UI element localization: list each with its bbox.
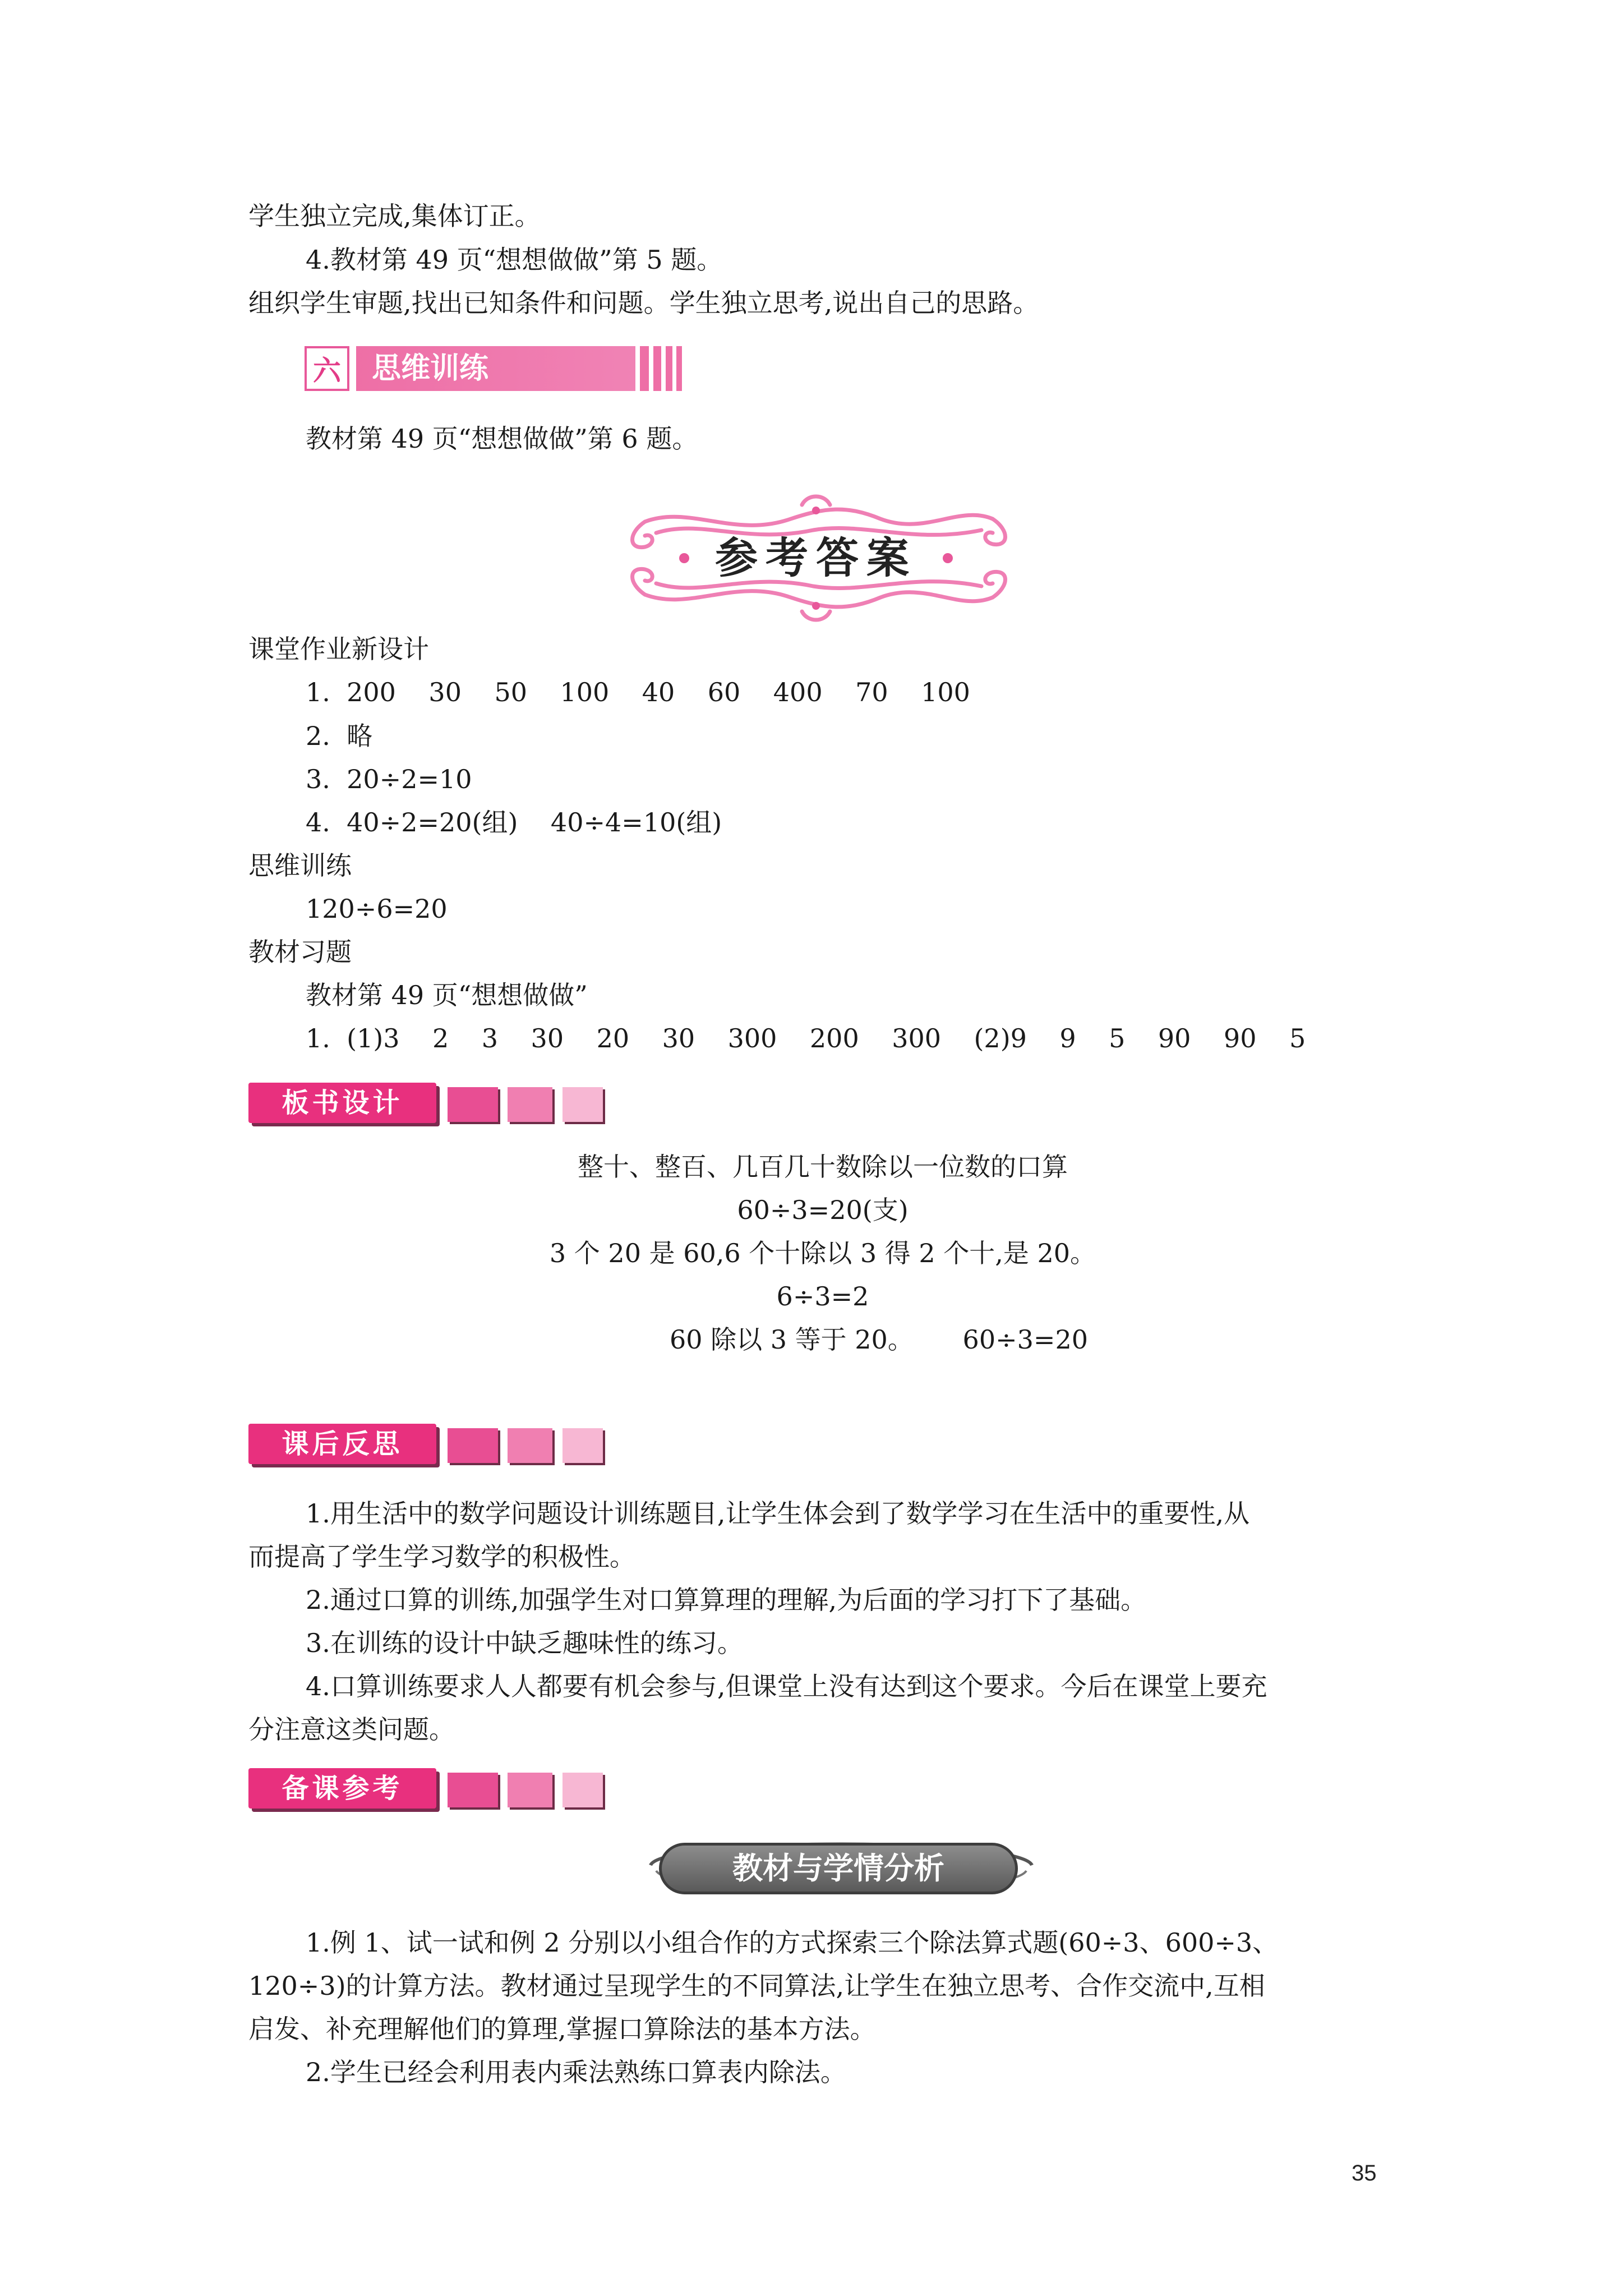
decor-stripe <box>666 346 672 391</box>
decor-square <box>508 1087 552 1122</box>
section-title: 思维训练 <box>356 346 635 391</box>
board-line: 60 除以 3 等于 20。 60÷3=20 <box>670 1324 1088 1355</box>
decor-stripe <box>653 346 661 391</box>
subsection-title: 课堂作业新设计 <box>248 634 429 664</box>
board-line: 3 个 20 是 60,6 个十除以 3 得 2 个十,是 20。 <box>549 1238 1096 1268</box>
board-design-label: 板书设计 <box>248 1083 436 1123</box>
answer-line: 4. 40÷2=20(组) 40÷4=10(组) <box>306 807 722 838</box>
decor-square <box>562 1428 603 1463</box>
text-line: 4.口算训练要求人人都要有机会参与,但课堂上没有达到这个要求。今后在课堂上要充 <box>306 1671 1267 1701</box>
answer-line: 120÷6=20 <box>306 894 448 924</box>
section-banner-thinking <box>305 346 683 392</box>
text-line: 教材第 49 页“想想做做”第 6 题。 <box>306 424 698 454</box>
page-number: 35 <box>1352 2161 1377 2185</box>
text-line: 1.用生活中的数学问题设计训练题目,让学生体会到了数学学习在生活中的重要性,从 <box>306 1498 1250 1529</box>
decor-square <box>562 1087 603 1122</box>
decor-square <box>508 1428 552 1463</box>
text-line: 分注意这类问题。 <box>248 1714 455 1745</box>
analysis-banner-title: 教材与学情分析 <box>659 1843 1018 1894</box>
answers-ornament <box>623 488 1009 628</box>
text-line: 4.教材第 49 页“想想做做”第 5 题。 <box>306 245 723 275</box>
prep-label: 备课参考 <box>248 1768 436 1809</box>
text-line: 而提高了学生学习数学的积极性。 <box>248 1542 635 1572</box>
answer-line: 3. 20÷2=10 <box>306 764 472 794</box>
decor-stripe <box>676 346 682 391</box>
decor-square <box>448 1087 498 1122</box>
decor-square <box>562 1773 603 1807</box>
subsection-title: 教材习题 <box>248 937 352 967</box>
board-line: 整十、整百、几百几十数除以一位数的口算 <box>578 1152 1068 1182</box>
decor-square <box>508 1773 552 1807</box>
decor-square <box>448 1428 498 1463</box>
text-line: 组织学生审题,找出已知条件和问题。学生独立思考,说出自己的思路。 <box>248 288 1039 318</box>
section-number: 六 <box>305 346 349 391</box>
text-line: 120÷3)的计算方法。教材通过呈现学生的不同算法,让学生在独立思考、合作交流中,互相 <box>248 1971 1265 2001</box>
answer-line: 2. 略 <box>306 721 373 751</box>
text-line: 2.学生已经会利用表内乘法熟练口算表内除法。 <box>306 2057 846 2087</box>
subsection-title: 思维训练 <box>248 850 352 881</box>
text-line: 学生独立完成,集体订正。 <box>248 201 541 231</box>
decor-square <box>448 1773 498 1807</box>
board-line: 60÷3=20(支) <box>737 1195 909 1225</box>
answer-line: 教材第 49 页“想想做做” <box>306 980 588 1010</box>
text-line: 3.在训练的设计中缺乏趣味性的练习。 <box>306 1628 743 1658</box>
text-line: 1.例 1、试一试和例 2 分别以小组合作的方式探索三个除法算式题(60÷3、600÷3、 <box>306 1927 1279 1958</box>
board-line: 6÷3=2 <box>776 1281 869 1312</box>
text-line: 2.通过口算的训练,加强学生对口算算理的理解,为后面的学习打下了基础。 <box>306 1585 1147 1615</box>
analysis-banner <box>639 1826 1043 1904</box>
answers-heading: 参考答案 <box>715 533 917 583</box>
text-line: 启发、补充理解他们的算理,掌握口算除法的基本方法。 <box>248 2014 876 2044</box>
answer-line: 1. (1)3 2 3 30 20 30 300 200 300 (2)9 9 5 90 90 5 <box>306 1023 1306 1053</box>
answer-line: 1. 200 30 50 100 40 60 400 70 100 <box>306 677 970 707</box>
reflection-label: 课后反思 <box>248 1424 436 1464</box>
decor-stripe <box>640 346 649 391</box>
